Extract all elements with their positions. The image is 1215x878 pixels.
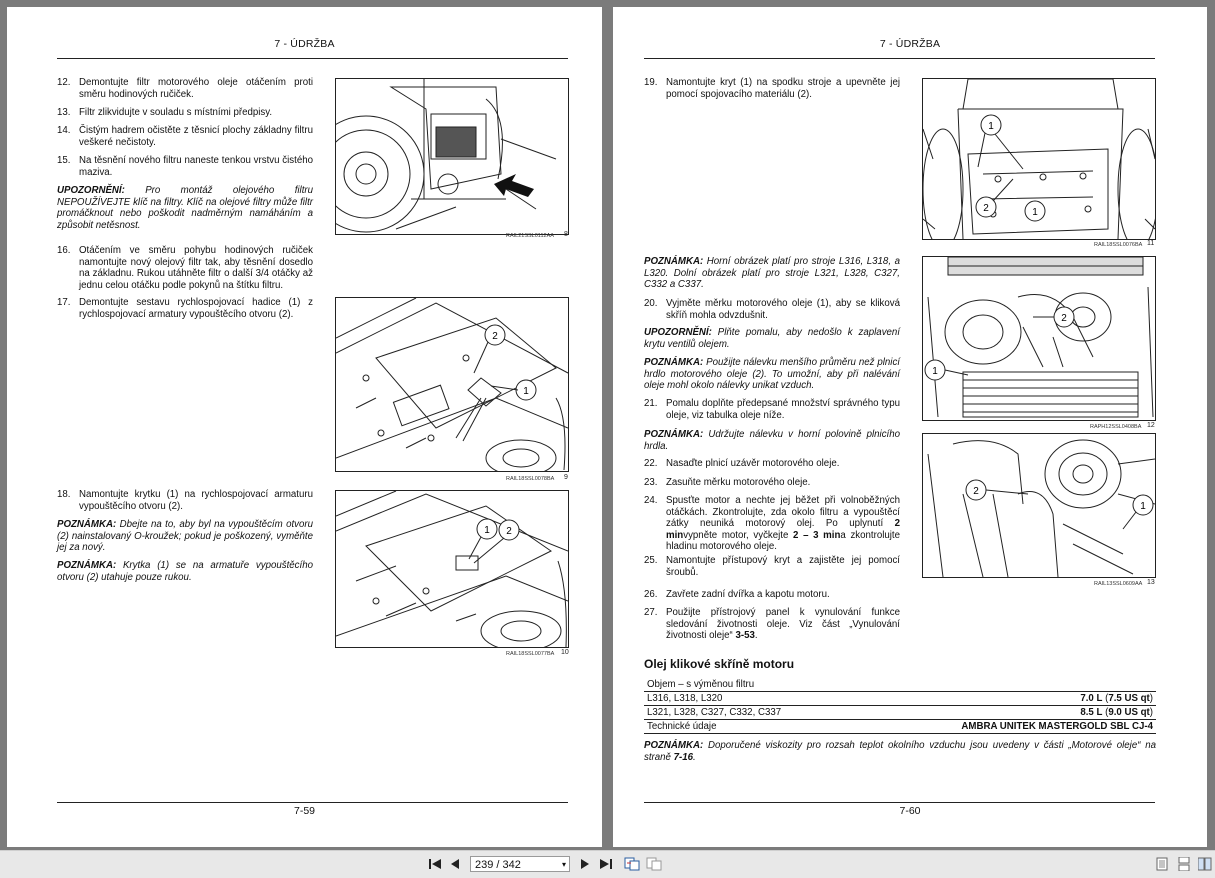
callout-1: 1 [1032,207,1038,218]
callout-2: 2 [492,331,498,342]
note-o-ring: POZNÁMKA: Dbejte na to, aby byl na vypouštěcím otvoru (2) nainstalovaný O-kroužek; pokud je poškozený, vyměňte jej za nový. [57,519,313,554]
callout-2: 2 [983,203,989,214]
table-header: Objem – s výměnou filtru [644,678,1156,692]
step-19: 19. Namontujte kryt (1) na spodku stroje a upevněte jej pomocí spojovacího materiálu (2). [644,77,900,100]
figure-12-code: RAPH12SSL0408BA [1090,424,1142,430]
figure-9-code: RAIL18SSL0078BA [506,476,555,482]
table-cell-model: L316, L318, L320 [647,693,723,704]
next-page-button[interactable] [579,857,591,872]
viewer-toolbar [0,850,1215,878]
callout-1: 1 [523,386,529,397]
figure-8-number: 8 [564,231,568,238]
go-back-view-button[interactable] [624,857,640,872]
step-17: 17. Demontujte sestavu rychlospojovací hadice (1) z rychlospojovací armatury vypouštěcího otvoru (2). [57,297,313,320]
step-24: 24. Spusťte motor a nechte jej běžet při volnoběžných otáčkách. Zkontrolujte, zda okolo filtru a vypouštěcí zátky neuniká motorový olej. Po uplynutí 2 minvypněte motor, vyčkejte 2 – 3 mina zkontrolujte hladinu motorového oleje. [644,495,900,553]
oil-capacity-table [644,678,1156,734]
step-22: 22. Nasaďte plnicí uzávěr motorového oleje. [644,458,840,469]
go-forward-view-button[interactable] [646,857,662,872]
page-number: 7-60 [899,805,921,817]
table-header-row [644,678,1156,692]
step-27: 27. Použijte přístrojový panel k vynulování funkce sledování životnosti oleje. Viz část „Vynulování životnosti oleje“ 3-53. [644,607,900,642]
footer-rule [644,802,1155,803]
footer-rule [57,802,568,803]
caution-filter-wrench: UPOZORNĚNÍ: Pro montáž olejového filtru NEPOUŽÍVEJTE klíč na filtry. Klíč na olejové filtry může filtr promáčknout nebo poškodit nadměrným namáháním a způsobit netěsnost. [57,185,313,231]
back-view-icon [624,857,640,871]
figure-11-bottom-cover [922,78,1156,240]
step-14: 14. Čistým hadrem očistěte z těsnicí plochy základny filtru veškeré nečistoty. [57,125,313,148]
figure-11-code: RAIL18SSL0076BA [1094,242,1143,248]
step-15: 15. Na těsnění nového filtru naneste tenkou vrstvu čistého maziva. [57,155,313,178]
callout-1: 1 [988,121,994,132]
page-number-input[interactable] [470,856,570,872]
last-page-button[interactable] [599,857,613,872]
figure-13-engine [922,433,1156,578]
figure-11-number: 11 [1147,240,1155,247]
step-16: 16. Otáčením ve směru pohybu hodinových ručiček namontujte nový olejový filtr tak, aby těsnění dosedlo na základnu. Rukou utáhněte filtr o další 3/4 otáčky až jednu celou otáčku podle pokynů na štítku filtru. [57,245,313,291]
callout-2: 2 [506,526,512,537]
prev-page-icon [449,857,461,871]
callout-1: 1 [1140,501,1146,512]
table-cell-spec-value: AMBRA UNITEK MASTERGOLD SBL CJ-4 [961,721,1153,732]
table-row [644,692,1156,706]
single-page-view-button[interactable] [1156,857,1168,872]
continuous-view-button[interactable] [1178,857,1190,872]
step-18: 18. Namontujte krytku (1) na rychlospojovací armaturu vypouštěcího otvoru (2). [57,489,313,512]
step-25: 25. Namontujte přístupový kryt a zajistěte jej pomocí šroubů. [644,555,900,578]
table-row [644,706,1156,720]
caution-fill-slowly: UPOZORNĚNÍ: Plňte pomalu, aby nedošlo k zaplavení krytu ventilů olejem. [644,327,900,350]
first-page-button[interactable] [428,857,442,872]
figure-9-drain-hose [335,297,569,472]
callout-1: 1 [932,366,938,377]
page-indicator: 239 / 342 [475,859,521,871]
table-cell-volume: 7.0 L (7.5 US qt) [1080,693,1153,704]
table-cell-model: L321, L328, C327, C332, C337 [647,707,782,718]
figure-10-number: 10 [561,649,569,656]
callout-2: 2 [973,486,979,497]
continuous-page-icon [1178,857,1190,871]
note-viscosity: POZNÁMKA: Doporučené viskozity pro rozsah teplot okolního vzduchu jsou uvedeny v části „Motorové oleje“ na straně 7-16. [644,740,1156,763]
last-page-icon [599,857,613,871]
step-13: 13. Filtr zlikvidujte v souladu s místními předpisy. [57,107,273,118]
step-26: 26. Zavřete zadní dvířka a kapotu motoru. [644,589,830,600]
section-title: Olej klikové skříně motoru [644,657,795,671]
prev-page-button[interactable] [449,857,461,872]
table-cell-volume: 8.5 L (9.0 US qt) [1080,707,1153,718]
single-page-icon [1156,857,1168,871]
step-12: 12. Demontujte filtr motorového oleje otáčením proti směru hodinových ručiček. [57,77,313,100]
chevron-down-icon[interactable]: ▾ [561,860,566,869]
figure-12-number: 12 [1147,422,1155,429]
two-page-icon [1198,857,1212,871]
two-page-view-button[interactable] [1198,857,1212,872]
figure-8-oil-filter [335,78,569,235]
figure-8-code: RAIL21SSL0112AA [506,233,554,239]
note-hand-tighten: POZNÁMKA: Krytka (1) se na armatuře vypouštěcího otvoru (2) utahuje pouze rukou. [57,560,313,583]
callout-1: 1 [484,525,490,536]
table-row [644,720,1156,734]
figure-13-number: 13 [1147,579,1155,586]
page-number: 7-59 [293,805,315,817]
left-page [7,7,602,847]
note-models: POZNÁMKA: Horní obrázek platí pro stroje L316, L318, a L320. Dolní obrázek platí pro stroje L321, L328, C327, C332 a C337. [644,256,900,291]
figure-13-code: RAIL13SSL0609AA [1094,581,1143,587]
step-20: 20. Vyjměte měrku motorového oleje (1), aby se kliková skříň mohla odvzdušnit. [644,298,900,321]
next-page-icon [579,857,591,871]
figure-10-code: RAIL18SSL0077BA [506,651,555,657]
note-funnel: POZNÁMKA: Použijte nálevku menšího průměru než plnicí hrdlo motorového oleje (2). To umožní, aby při nalévání oleje mohl okolo nálevky unikat vzduch. [644,357,900,392]
figure-9-number: 9 [564,474,568,481]
forward-view-icon [646,857,662,871]
first-page-icon [428,857,442,871]
step-23: 23. Zasuňte měrku motorového oleje. [644,477,811,488]
page-header: 7 - ÚDRŽBA [274,38,335,50]
header-rule [57,58,568,59]
header-rule [644,58,1155,59]
callout-2: 2 [1061,313,1067,324]
figure-12-engine-top [922,256,1156,421]
table-cell-spec-label: Technické údaje [647,721,717,732]
figure-10-cap [335,490,569,648]
step-21: 21. Pomalu doplňte předepsané množství správného typu oleje, viz tabulka oleje níže. [644,398,900,421]
note-funnel-half: POZNÁMKA: Udržujte nálevku v horní polovině plnicího hrdla. [644,429,900,452]
right-page [613,7,1207,847]
page-header: 7 - ÚDRŽBA [879,38,941,50]
